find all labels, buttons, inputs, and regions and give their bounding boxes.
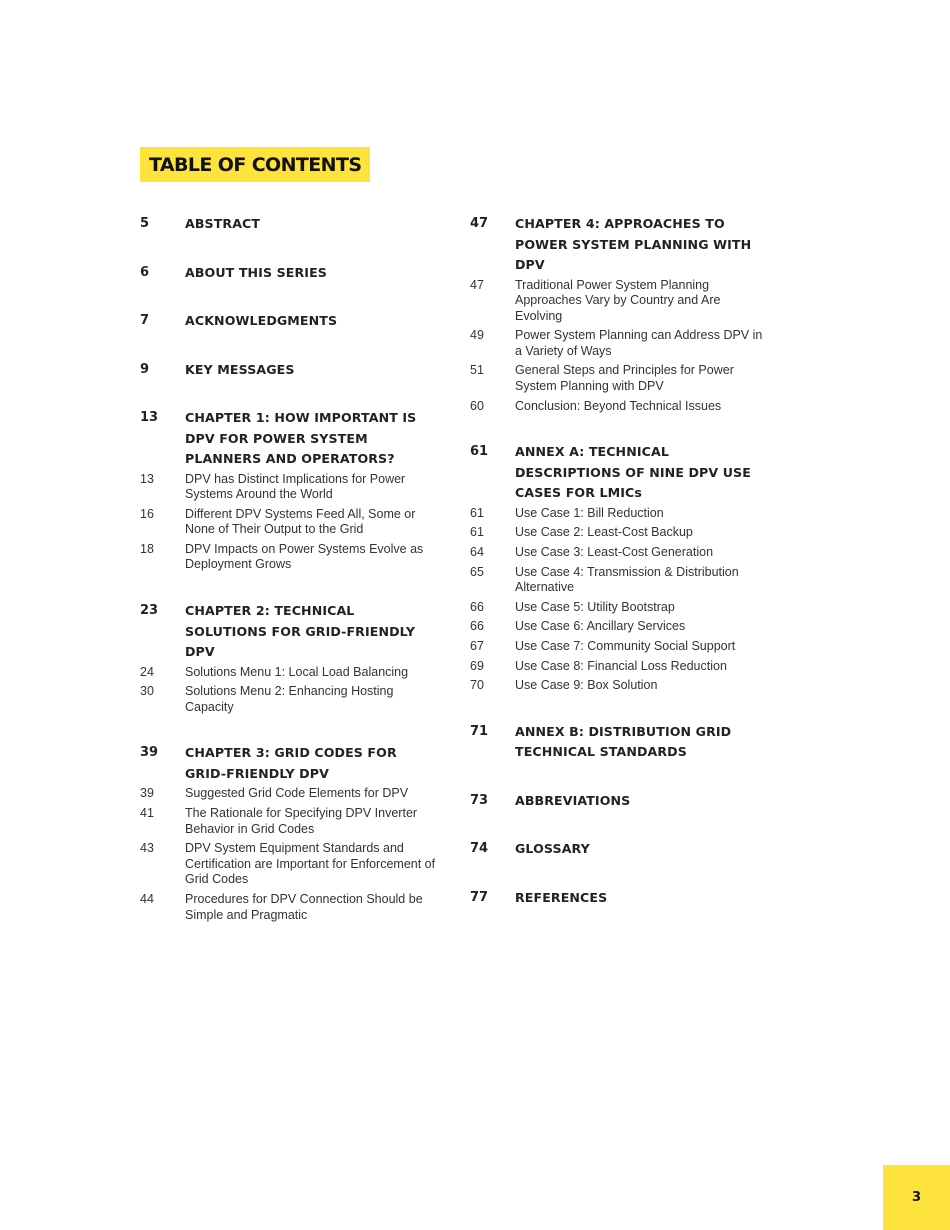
- toc-subentry-title: Use Case 2: Least-Cost Backup: [515, 525, 693, 540]
- toc-entry[interactable]: [470, 791, 770, 812]
- toc-subentry[interactable]: [470, 506, 770, 522]
- toc-entry-title: ANNEX A: TECHNICAL DESCRIPTIONS OF NINE DPV USE CASES FOR LMICs: [515, 444, 751, 501]
- toc-subentry-page: 49: [470, 328, 484, 343]
- toc-subentry[interactable]: [470, 525, 770, 541]
- toc-subentry-page: 30: [140, 684, 154, 699]
- toc-entry-title: ABSTRACT: [185, 216, 261, 231]
- toc-subentry[interactable]: [470, 565, 770, 596]
- toc-entry-title: KEY MESSAGES: [185, 361, 295, 377]
- toc-subentry-title: Use Case 4: Transmission & Distribution Alternative: [515, 564, 739, 595]
- toc-entry-title: ANNEX B: DISTRIBUTION GRID TECHNICAL STANDARDS: [515, 723, 732, 760]
- toc-subentry[interactable]: [470, 328, 770, 359]
- toc-subentry-title: Use Case 3: Least-Cost Generation: [515, 544, 714, 559]
- toc-subentry-page: 43: [140, 841, 154, 856]
- toc-subentry-page: 16: [140, 506, 154, 521]
- toc-entry-title: CHAPTER 3: GRID CODES FOR GRID-FRIENDLY DPV: [185, 745, 397, 781]
- toc-subentry-page: 51: [470, 363, 484, 378]
- toc-left-column: [140, 214, 440, 951]
- toc-entry-title: ABBREVIATIONS: [515, 792, 631, 808]
- toc-subentry[interactable]: [140, 507, 440, 538]
- toc-entry-title: CHAPTER 2: TECHNICAL SOLUTIONS FOR GRID-FRIENDLY DPV: [185, 603, 416, 660]
- toc-entry[interactable]: [140, 601, 440, 715]
- toc-subentry[interactable]: [140, 892, 440, 923]
- toc-entry-title: CHAPTER 4: APPROACHES TO POWER SYSTEM PLANNING WITH DPV: [515, 216, 752, 272]
- toc-subentry-page: 66: [470, 599, 484, 614]
- toc-subentry-page: 44: [140, 891, 154, 906]
- toc-entry-title: GLOSSARY: [515, 841, 590, 857]
- toc-subentry-page: 67: [470, 638, 484, 653]
- toc-entry-page: 71: [470, 723, 489, 739]
- toc-subentry-title: Use Case 6: Ancillary Services: [515, 619, 686, 634]
- toc-entry-page: 6: [140, 264, 150, 280]
- toc-subentry-title: Traditional Power System Planning Approaches Vary by Country and Are Evolving: [515, 277, 721, 323]
- toc-subentry-title: Use Case 8: Financial Loss Reduction: [515, 658, 727, 673]
- toc-right-column: [470, 214, 770, 936]
- toc-subentry-page: 18: [140, 541, 154, 556]
- toc-entry-page: 13: [140, 410, 159, 425]
- toc-entry-title: ABOUT THIS SERIES: [185, 264, 327, 280]
- toc-entry-page: 77: [470, 889, 489, 905]
- toc-entry-page: 74: [470, 841, 489, 857]
- toc-subentry[interactable]: [140, 665, 440, 681]
- toc-entry[interactable]: [470, 839, 770, 860]
- toc-subentry[interactable]: [140, 472, 440, 503]
- toc-subentry[interactable]: [470, 619, 770, 635]
- toc-subentry-title: Suggested Grid Code Elements for DPV: [185, 786, 409, 801]
- toc-subentry-title: The Rationale for Specifying DPV Inverter Behavior in Grid Codes: [185, 805, 418, 836]
- toc-entry-page: 7: [140, 313, 150, 328]
- toc-subentry[interactable]: [470, 278, 770, 325]
- toc-entry[interactable]: [140, 263, 440, 284]
- toc-entry-page: 23: [140, 603, 159, 619]
- toc-entry[interactable]: [470, 214, 770, 414]
- toc-subentry-page: 47: [470, 277, 484, 292]
- toc-subentry-title: Solutions Menu 2: Enhancing Hosting Capacity: [185, 684, 394, 714]
- toc-entry-page: 61: [470, 444, 489, 460]
- toc-subentry-page: 70: [470, 678, 484, 693]
- toc-entry-page: 9: [140, 361, 150, 377]
- toc-entry[interactable]: [470, 888, 770, 909]
- toc-subentry-title: DPV System Equipment Standards and Certification are Important for Enforcement of Grid Codes: [185, 841, 436, 887]
- toc-subentry[interactable]: [470, 545, 770, 561]
- toc-subentry-page: 61: [470, 525, 484, 540]
- toc-subentry-page: 60: [470, 398, 484, 413]
- toc-subentry-title: Use Case 7: Community Social Support: [515, 638, 736, 653]
- toc-subentry[interactable]: [140, 542, 440, 573]
- toc-subentry-title: Use Case 5: Utility Bootstrap: [515, 599, 675, 614]
- page-number-tab: [883, 1165, 950, 1230]
- toc-entry[interactable]: [140, 311, 440, 332]
- toc-subentry[interactable]: [140, 806, 440, 837]
- toc-subentry[interactable]: [470, 363, 770, 394]
- toc-subentry[interactable]: [470, 639, 770, 655]
- toc-entry-title: ACKNOWLEDGMENTS: [185, 313, 338, 328]
- page-number: 3: [911, 1190, 922, 1205]
- toc-entry-page: 39: [140, 745, 159, 761]
- toc-subentry-page: 24: [140, 664, 154, 679]
- toc-subentry[interactable]: [470, 600, 770, 616]
- toc-subentry-title: Power System Planning can Address DPV in a Variety of Ways: [515, 328, 763, 358]
- toc-entry[interactable]: [140, 408, 440, 573]
- toc-entry-title: REFERENCES: [515, 889, 608, 905]
- toc-entry[interactable]: [470, 442, 770, 693]
- toc-subentry-page: 41: [140, 805, 154, 820]
- toc-subentry-title: Procedures for DPV Connection Should be Simple and Pragmatic: [185, 891, 423, 922]
- toc-subentry-page: 39: [140, 786, 154, 801]
- toc-subentry-page: 69: [470, 658, 484, 673]
- toc-subentry[interactable]: [140, 786, 440, 802]
- toc-subentry-page: 64: [470, 544, 484, 559]
- toc-subentry-title: Solutions Menu 1: Local Load Balancing: [185, 664, 409, 679]
- toc-subentry[interactable]: [470, 659, 770, 675]
- toc-subentry[interactable]: [140, 684, 440, 715]
- toc-entry-title: CHAPTER 1: HOW IMPORTANT IS DPV FOR POWER SYSTEM PLANNERS AND OPERATORS?: [185, 410, 417, 466]
- toc-subentry-title: Use Case 9: Box Solution: [515, 678, 658, 693]
- toc-heading: [140, 147, 370, 182]
- toc-subentry-page: 65: [470, 564, 484, 579]
- toc-subentry[interactable]: [470, 399, 770, 415]
- toc-entry-page: 5: [140, 216, 150, 231]
- toc-subentry-title: Use Case 1: Bill Reduction: [515, 505, 664, 520]
- toc-entry[interactable]: [470, 722, 770, 763]
- toc-subentry-page: 13: [140, 471, 154, 486]
- toc-subentry-page: 66: [470, 619, 484, 634]
- toc-entry-page: 47: [470, 216, 489, 231]
- toc-subentry-title: General Steps and Principles for Power System Planning with DPV: [515, 363, 734, 394]
- toc-subentry-page: 61: [470, 505, 484, 520]
- toc-subentry-title: Conclusion: Beyond Technical Issues: [515, 398, 722, 413]
- toc-subentry-title: Different DPV Systems Feed All, Some or None of Their Output to the Grid: [185, 506, 416, 537]
- toc-entry[interactable]: [140, 743, 440, 923]
- toc-subentry-title: DPV has Distinct Implications for Power Systems Around the World: [185, 471, 406, 502]
- toc-entry-page: 73: [470, 792, 489, 808]
- toc-subentry-title: DPV Impacts on Power Systems Evolve as Deployment Grows: [185, 541, 424, 572]
- toc-subentry[interactable]: [470, 678, 770, 694]
- toc-heading-text: TABLE OF CONTENTS: [149, 153, 362, 176]
- toc-entry[interactable]: [140, 360, 440, 381]
- toc-entry[interactable]: [140, 214, 440, 235]
- toc-subentry[interactable]: [140, 841, 440, 888]
